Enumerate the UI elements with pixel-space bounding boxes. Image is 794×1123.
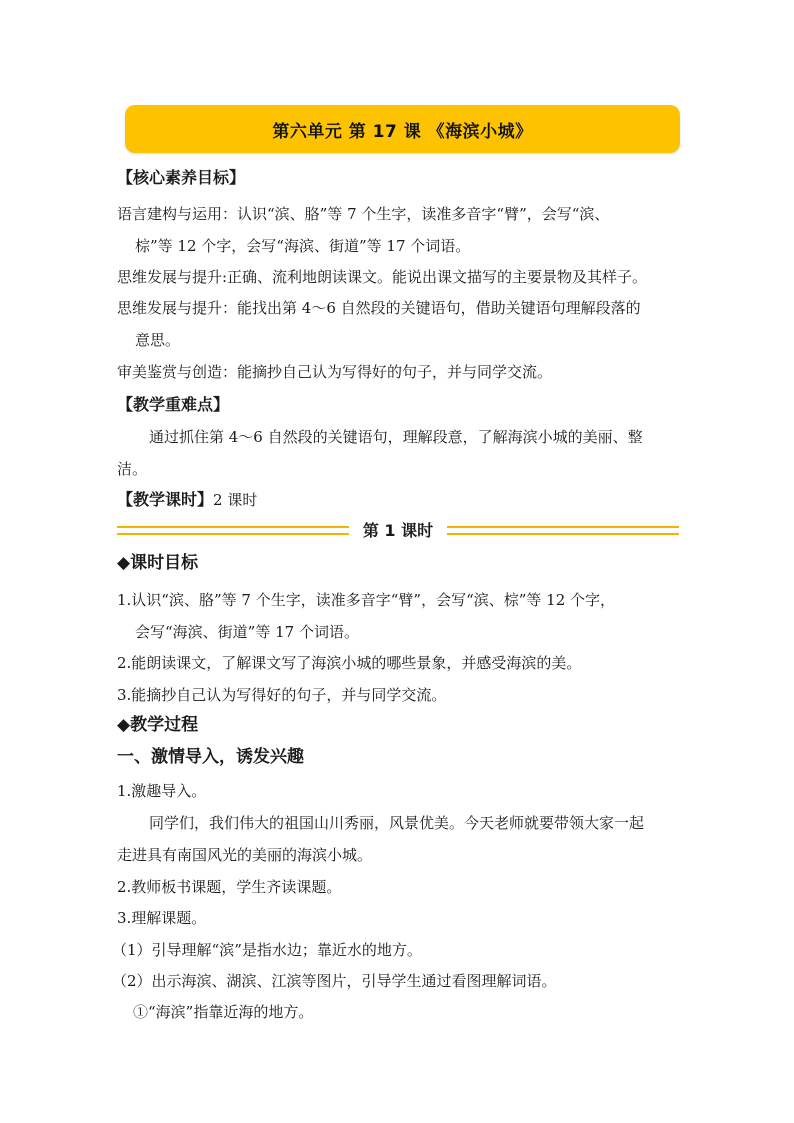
goal-3-line-1: 思维发展与提升：能找出第 4～6 自然段的关键语句，借助关键语句理解段落的 [117,299,641,317]
process-sub-1: （1）引导理解“滨”是指水边；靠近水的地方。 [112,941,422,959]
lesson-title: 第六单元 第 17 课 《海滨小城》 [272,121,533,142]
process-sub-2: （2）出示海滨、湖滨、江滨等图片，引导学生通过看图理解词语。 [112,972,557,990]
lesson-goals-heading: ◆课时目标 [117,553,199,573]
goal-2: 思维发展与提升:正确、流利地朗读课文。能说出课文描写的主要景物及其样子。 [117,268,648,286]
goal-4: 审美鉴赏与创造：能摘抄自己认为写得好的句子，并与同学交流。 [117,363,553,381]
goals-heading: 【核心素养目标】 [117,168,246,187]
periods-heading: 【教学课时】 [117,490,214,509]
periods-value: 2 课时 [213,491,258,509]
divider-label: 第 1 课时 [117,521,679,541]
goal-1-line-2: 棕”等 12 个字，会写“海滨、街道”等 17 个词语。 [135,237,471,255]
process-sub-2-item-1: ①“海滨”指靠近海的地方。 [133,1003,314,1021]
key-points-line-1: 通过抓住第 4～6 自然段的关键语句，理解段意，了解海滨小城的美丽、整 [149,428,643,446]
process-heading: ◆教学过程 [117,715,199,735]
process-step-1: 1.激趣导入。 [117,782,207,800]
lesson-goal-3: 3.能摘抄自己认为写得好的句子，并与同学交流。 [117,686,447,704]
process-step-1-text-line-2: 走进具有南国风光的美丽的海滨小城。 [117,846,373,864]
process-step-3: 3.理解课题。 [117,909,207,927]
lesson-goal-1-line-2: 会写“海滨、街道”等 17 个词语。 [135,623,359,641]
goal-3-line-2: 意思。 [135,331,181,349]
process-step-1-text-line-1: 同学们，我们伟大的祖国山川秀丽，风景优美。今天老师就要带领大家一起 [149,814,645,832]
key-points-heading: 【教学重难点】 [117,395,230,414]
lesson-goal-2: 2.能朗读课文，了解课文写了海滨小城的哪些景象，并感受海滨的美。 [117,654,582,672]
lesson-period-divider [117,519,679,543]
key-points-line-2: 洁。 [117,460,148,478]
lesson-title-banner [125,105,680,153]
process-step-2: 2.教师板书课题，学生齐读课题。 [117,878,342,896]
goal-1-line-1: 语言建构与运用：认识“滨、胳”等 7 个生字，读准多音字“臂”，会写“滨、 [117,205,610,223]
process-section-1: 一、激情导入，诱发兴趣 [117,747,304,767]
lesson-goal-1-line-1: 1.认识“滨、胳”等 7 个生字，读准多音字“臂”，会写“滨、棕”等 12 个字， [117,591,616,609]
periods-row [117,490,257,510]
